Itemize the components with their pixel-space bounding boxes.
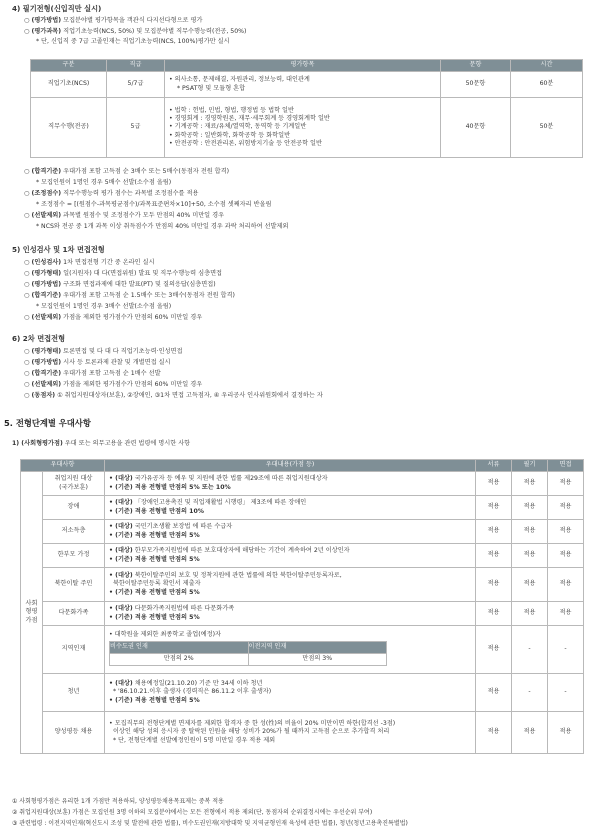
content-label: • (기준) 적용 전형별 만점의 5% [109, 588, 200, 596]
text: 토론면접 및 다 대 다 직업기초능력·인성면접 [61, 348, 183, 355]
table-row [21, 520, 584, 544]
content-text: 국가유공자 등 예우 및 지원에 관한 법률 제29조에 따른 취업지원대상자 [132, 475, 328, 483]
content-label: • (대상) [109, 605, 133, 613]
content-text: 이상인 해당 성의 응시자 중 탈락된 인원을 해당 성비가 20%가 될 때까지 고득점 순으로 추가합격 처리 [109, 728, 390, 736]
table-row [21, 712, 584, 754]
apply-written: 적용 [512, 496, 548, 520]
content-line [109, 484, 471, 492]
content-label: • (기준) 적용 전형별 만점의 10% [109, 507, 204, 515]
region-header: 이전지역 인재 [248, 642, 387, 654]
apply-doc: 적용 [476, 602, 512, 626]
content-label: • (기준) 적용 전형별 만점의 5% [109, 531, 200, 539]
line [24, 359, 171, 367]
apply-written: - [512, 626, 548, 674]
line-eval-method [24, 17, 202, 25]
content-line [109, 631, 471, 639]
content-label: • (대상) [109, 547, 133, 555]
cell-grade: 5/7급 [107, 72, 165, 98]
content-label: • (대상) [109, 475, 133, 483]
content-line [109, 580, 471, 588]
content-label: • (기준) 적용 전형별 만점의 5% [109, 555, 200, 563]
preference-name: 지역인재 [43, 626, 105, 674]
content-line [109, 737, 471, 745]
label: ○ (평가방법) [24, 359, 62, 366]
label: ○ (조정점수) [24, 190, 62, 197]
preference-content [105, 568, 476, 602]
header-content: 우대내용(가점 등) [105, 460, 476, 472]
content-line [109, 697, 471, 705]
label: ○ (평가형태) [24, 270, 62, 277]
label: ○ (합격기준) [24, 168, 62, 175]
line [24, 314, 202, 322]
preference-content [105, 496, 476, 520]
preference-content [105, 520, 476, 544]
content-label: • (대상) [109, 499, 133, 507]
apply-doc: 적용 [476, 674, 512, 712]
apply-doc: 적용 [476, 626, 512, 674]
label: ○ (선발제외) [24, 212, 62, 219]
subsection-social-equity [12, 440, 190, 448]
table-row [21, 472, 584, 496]
content-line [109, 728, 471, 736]
cell-time: 60분 [511, 72, 583, 98]
table-row [21, 626, 584, 674]
preference-name: 청년 [43, 674, 105, 712]
apply-doc: 적용 [476, 520, 512, 544]
preference-table [20, 459, 584, 754]
preference-table-body [21, 472, 584, 754]
text: 시사 등 토론과제 관찰 및 개별면접 실시 [61, 359, 171, 366]
content-text: 국민기초생활 보장법 에 따른 수급자 [132, 523, 233, 531]
content-text: • 대학원을 제외한 최종학교 졸업(예정)자 [109, 630, 221, 638]
content-line [109, 532, 471, 540]
preference-name: 한부모 가정 [43, 544, 105, 568]
region-talent-table [109, 641, 387, 666]
written-test-table [30, 59, 583, 158]
region-value: 만점의 3% [248, 654, 387, 666]
cell-items [165, 98, 441, 158]
content-text: 한부모가족지원법에 따른 보호대상자에 해당하는 기간이 계속하여 2년 이상인자 [132, 547, 350, 555]
line [24, 392, 323, 400]
table-row [21, 544, 584, 568]
content-label: • (대상) [109, 523, 133, 531]
section-title-interview1: 5) 인성검사 및 1차 면접전형 [12, 245, 105, 254]
apply-interview: 적용 [548, 472, 584, 496]
apply-written: 적용 [512, 544, 548, 568]
line-adjusted-score [24, 190, 198, 198]
apply-written: 적용 [512, 472, 548, 496]
apply-interview: - [548, 674, 584, 712]
content-label: • (대상) [109, 679, 133, 687]
header-written: 필기 [512, 460, 548, 472]
content-label: • (기준) 적용 전형별 만점의 5% [109, 613, 200, 621]
table-row [21, 568, 584, 602]
label: ○ (선발제외) [24, 381, 62, 388]
header-preference: 우대사항 [21, 460, 105, 472]
text: 직무수행능력 평가 점수는 과목별 조정점수를 적용 [61, 190, 199, 197]
cell-items [165, 72, 441, 98]
preference-name: 저소득층 [43, 520, 105, 544]
content-text: * 단, 전형단계별 선발예정인원이 5명 미만일 경우 적용 제외 [109, 736, 276, 744]
content-text: • 모집직무의 전형단계별 면제자를 제외한 합격자 중 한 성(性)의 비율이 20% 미만이면 하한(합격선 -3점) [109, 719, 396, 727]
apply-written: 적용 [512, 520, 548, 544]
item: • 안전공학 : 안전관리론, 위험방지기술 등 안전공학 일반 [169, 140, 322, 148]
content-line [109, 688, 471, 696]
text: 우대가점 포함 고득점 순 1배수 선발 [61, 370, 161, 377]
table-row [21, 602, 584, 626]
content-line [109, 589, 471, 597]
text: 우대가점 포함 고득점 순 3배수 또는 5배수(동점자 전원 합격) [61, 168, 230, 175]
section-title-preference: 5. 전형단계별 우대사항 [4, 418, 91, 428]
header-interview: 면접 [548, 460, 584, 472]
text: 모집분야별 평가항목을 객관식 다지선다형으로 평가 [61, 17, 203, 24]
line-exclusion [24, 212, 224, 220]
content-line [109, 605, 471, 613]
note: * NCS와 전공 중 1개 과목 이상 취득점수가 만점의 40% 미만일 경우 과락 처리하여 선발제외 [36, 223, 289, 230]
line [24, 292, 235, 300]
content-line [109, 556, 471, 564]
content-line [109, 614, 471, 622]
item: • 의사소통, 문제해결, 자원관리, 정보능력, 대인관계 [169, 76, 310, 84]
text: 우대 또는 의무고용을 관련 법령에 명시한 사항 [62, 440, 191, 447]
item: • 경영회계 : 경영학원론, 재무·세무회계 등 경영회계학 일반 [169, 114, 330, 122]
content-line [109, 475, 471, 483]
item: • 기계공학 : 재료/유체/열역학, 동역학 등 기계일반 [169, 123, 307, 131]
label: ○ (합격기준) [24, 292, 62, 299]
apply-doc: 적용 [476, 496, 512, 520]
table-row [31, 98, 583, 158]
apply-doc: 적용 [476, 472, 512, 496]
preference-content [105, 544, 476, 568]
content-line [109, 499, 471, 507]
preference-name: 북한이탈 주민 [43, 568, 105, 602]
content-label: • (대상) [109, 571, 133, 579]
preference-content [105, 472, 476, 496]
line [24, 381, 202, 389]
table-header-row [21, 460, 584, 472]
text: 가점을 제외한 평가점수가 만점의 60% 미만일 경우 [61, 381, 203, 388]
label: ○ (동점자) [24, 392, 56, 399]
cell-count: 50문항 [441, 72, 511, 98]
header-category: 구분 [31, 60, 107, 72]
content-text: 북한이탈주민등록 확인서 제출자 [109, 580, 201, 588]
content-text: 북한이탈주민의 보호 및 정착지원에 관한 법률에 의한 북한이탈주민등록자로, [132, 571, 342, 579]
line-eval-subject [24, 28, 246, 36]
text: 일(지원자) 대 다(면접위원) 발표 및 직무수행능력 심층면접 [61, 270, 223, 277]
content-label: • (기준) 적용 전형별 만점의 5% [109, 696, 200, 704]
footnote: ② 취업지원대상(보훈) 가점은 모집인원 3명 이하의 모집분야에서는 모든 전형에서 적용 제외(단, 동점자의 순위결정시에는 우선순위 부여) [12, 809, 373, 816]
item: * PSAT형 및 모듈형 혼합 [177, 84, 246, 92]
content-line [109, 523, 471, 531]
preference-name: 다문화가족 [43, 602, 105, 626]
apply-written: 적용 [512, 568, 548, 602]
section-title-interview2: 6) 2차 면접전형 [12, 334, 66, 343]
section-title-written-test: 4) 필기전형(신입직만 실시) [12, 4, 102, 13]
apply-written: 적용 [512, 712, 548, 754]
apply-interview: 적용 [548, 496, 584, 520]
content-text: 다문화가족지원법에 따른 다문화가족 [132, 605, 235, 613]
preference-content [105, 626, 476, 674]
text: 과목별 원점수 및 조정점수가 모두 만점의 40% 미만일 경우 [61, 212, 225, 219]
text: 1차 면접전형 기간 중 온라인 실시 [61, 259, 155, 266]
header-count: 문항 [441, 60, 511, 72]
item: • 화학공학 : 일반화학, 화학공학 등 화학일반 [169, 131, 291, 139]
note-grade7: * 단, 신입직 중 7급 고졸인재는 직업기초능력(NCS, 100%)평가만 실시 [36, 38, 230, 45]
preference-name: 양성평등 채용 [43, 712, 105, 754]
text: 우대가점 포함 고득점 순 1.5배수 또는 3배수(동점자 전원 합격) [61, 292, 235, 299]
apply-written: 적용 [512, 602, 548, 626]
region-header: 비수도권 인재 [110, 642, 249, 654]
line-pass-criteria [24, 168, 229, 176]
preference-name: 취업지원 대상 (국가보훈) [43, 472, 105, 496]
label: ○ (인성검사) [24, 259, 62, 266]
note: * 조정점수 = [(원점수-과목평균점수)/과목표준편차×10]+50, 소수점 셋째자리 반올림 [36, 201, 272, 208]
apply-doc: 적용 [476, 712, 512, 754]
preference-content [105, 712, 476, 754]
label: ○ (선발제외) [24, 314, 62, 321]
apply-interview: - [548, 626, 584, 674]
label: ○ (평가과목) [24, 28, 62, 35]
preference-name: 장애 [43, 496, 105, 520]
preference-content [105, 674, 476, 712]
label: ○ (평가형태) [24, 348, 62, 355]
header-grade: 직급 [107, 60, 165, 72]
content-text: * '86.10.21.이후 출생자 (경력직은 86.11.2 이후 출생자) [109, 688, 272, 696]
region-value: 만점의 2% [110, 654, 249, 666]
header-items: 평가항목 [165, 60, 441, 72]
line [24, 370, 161, 378]
table-header-row [31, 60, 583, 72]
cell-time: 50분 [511, 98, 583, 158]
text: 구조화 면접과제에 대한 발표(PT) 및 질의응답(심층면접) [61, 281, 216, 288]
apply-interview: 적용 [548, 520, 584, 544]
text: ① 취업지원대상자(보훈), ②장애인, ③1차 면접 고득점자, ④ 우리공사 인사위원회에서 결정하는 자 [55, 392, 323, 399]
table-row [31, 72, 583, 98]
line [24, 259, 155, 267]
content-text: 「장애인고용촉진 및 직업재활법 시행령」 제3조에 따른 장애인 [132, 499, 307, 507]
header-time: 시간 [511, 60, 583, 72]
apply-interview: 적용 [548, 712, 584, 754]
line [24, 348, 182, 356]
text: 직업기초능력(NCS, 50%) 및 모집분야별 직무수행능력(전공, 50%) [61, 28, 247, 35]
label: ○ (평가방법) [24, 17, 62, 24]
cell-type: 직무수행(전공) [31, 98, 107, 158]
apply-interview: 적용 [548, 602, 584, 626]
apply-doc: 적용 [476, 544, 512, 568]
content-line [109, 547, 471, 555]
apply-doc: 적용 [476, 568, 512, 602]
table-row [21, 496, 584, 520]
apply-interview: 적용 [548, 544, 584, 568]
header-doc: 서류 [476, 460, 512, 472]
group-label: 사회 형평 가점 [21, 472, 43, 754]
preference-content [105, 602, 476, 626]
content-label: • (기준) 적용 전형별 만점의 5% 또는 10% [109, 483, 231, 491]
apply-interview: 적용 [548, 568, 584, 602]
label: 1) (사회형평가점) [12, 440, 63, 447]
content-line [109, 508, 471, 516]
content-text: 채용예정일(21.10.20) 기준 만 34세 이하 청년 [132, 679, 263, 687]
footnote: ① 사회형평가점은 유리한 1개 가점만 적용하되, 양성평등채용목표제는 중복 적용 [12, 798, 224, 805]
text: 가점을 제외한 평가점수가 만점의 60% 미만일 경우 [61, 314, 203, 321]
label: ○ (평가방법) [24, 281, 62, 288]
note: * 모집인원이 1명인 경우 3배수 선발(소수점 올림) [36, 303, 172, 310]
cell-type: 직업기초(NCS) [31, 72, 107, 98]
cell-grade: 5급 [107, 98, 165, 158]
item: • 법학 : 헌법, 민법, 형법, 행정법 등 법학 일반 [169, 106, 294, 114]
line [24, 281, 216, 289]
table-row [21, 674, 584, 712]
cell-count: 40문항 [441, 98, 511, 158]
label: ○ (합격기준) [24, 370, 62, 377]
note: * 모집인원이 1명인 경우 5배수 선발(소수점 올림) [36, 179, 172, 186]
footnote: ③ 관련법령 : 이전지역인재(혁신도시 조성 및 발전에 관한 법률), 비수도권인재(지방대학 및 지역균형인재 육성에 관한 법률), 청년(청년고용촉진특별법) [12, 820, 408, 827]
apply-written: - [512, 674, 548, 712]
line [24, 270, 222, 278]
